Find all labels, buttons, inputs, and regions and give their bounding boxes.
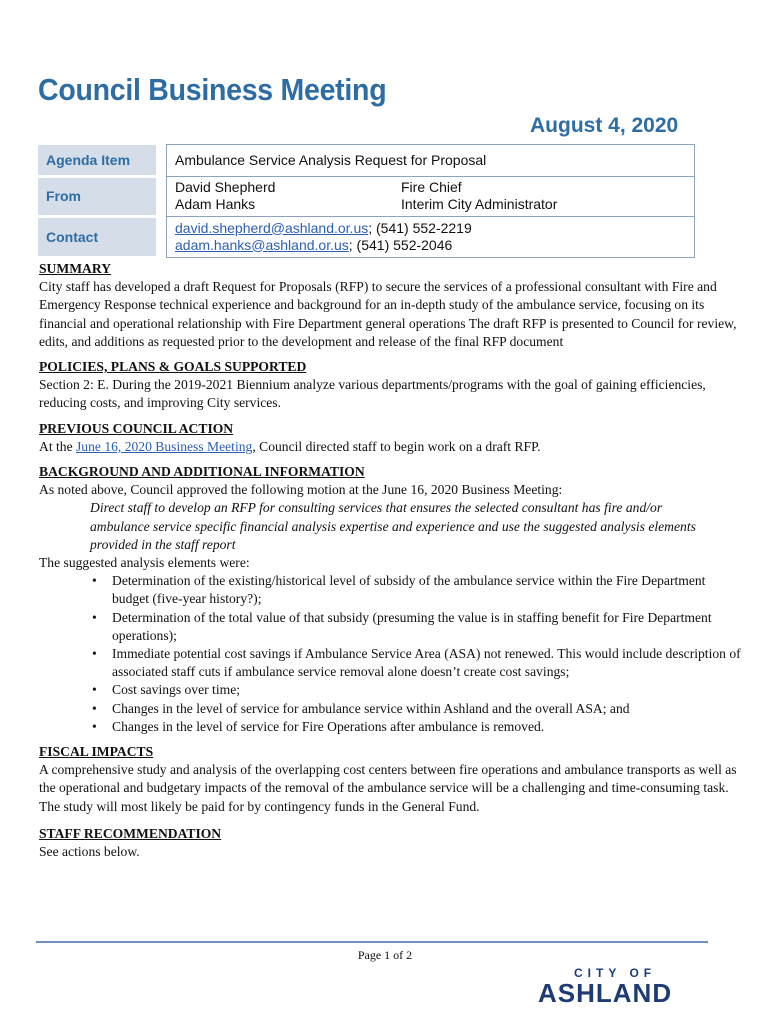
- analysis-elements-list: [39, 572, 745, 736]
- list-item: • Changes in the level of service for ambulance service within Ashland and the overall ASA; and: [112, 700, 745, 718]
- meeting-date: August 4, 2020: [530, 114, 679, 137]
- fiscal-text: A comprehensive study and analysis of the overlapping cost centers between fire operations and ambulance transports as well as the operational and budgetary impacts of the removal of the ambulance service will be a challenging and time-consuming task. The study will most likely be paid for by contingency funds in the General Fund.: [39, 762, 737, 814]
- motion-quote: Direct staff to develop an RFP for consulting services that ensures the selected consultant has fire and/or ambulance service specific financial analysis expertise and experience and use the suggested analysis elements provided in the staff report: [90, 500, 696, 552]
- phone-number: ; (541) 552-2219: [368, 219, 472, 236]
- list-item: • Changes in the level of service for Fire Operations after ambulance is removed.: [112, 718, 745, 736]
- email-link[interactable]: adam.hanks@ashland.or.us: [175, 236, 349, 253]
- background-intro: As noted above, Council approved the following motion at the June 16, 2020 Business Meeting:: [39, 482, 563, 498]
- bullet-icon: •: [92, 646, 97, 662]
- agenda-info-table: [38, 144, 695, 259]
- phone-number: ; (541) 552-2046: [348, 236, 453, 253]
- background-heading: BACKGROUND AND ADDITIONAL INFORMATION: [39, 464, 365, 480]
- elements-intro: The suggested analysis elements were:: [39, 555, 250, 571]
- bullet-icon: •: [92, 700, 97, 716]
- from-label: From: [38, 176, 156, 216]
- summary-text: City staff has developed a draft Request for Proposals (RFP) to secure the services of a professional consultant with Fire and Emergency Response technical experience and background for an in-depth study of the ambulance service, focusing on its financial and operational relationship with Fire Department general operations The draft RFP is presented to Council for review, edits, and additions as requested prior to the development and release of the final RFP document: [39, 279, 737, 349]
- list-item: • Immediate potential cost savings if Ambulance Service Area (ASA) not renewed. This would include description of associated staff cuts if ambulance service removal alone doesn’t create cost savings;: [92, 646, 741, 680]
- policies-text: Section 2: E. During the 2019-2021 Biennium analyze various departments/programs with the goal of gaining efficiencies, reducing costs, and improving City services.: [39, 377, 706, 411]
- from-value: [167, 176, 695, 216]
- meeting-link[interactable]: June 16, 2020 Business Meeting: [76, 438, 253, 454]
- city-logo: [530, 966, 710, 1010]
- staff-recommendation-heading: STAFF RECOMMENDATION: [39, 825, 222, 841]
- previous-action-text: At the June 16, 2020 Business Meeting, Council directed staff to begin work on a draft RFP.: [39, 438, 541, 454]
- contact-label: Contact: [38, 216, 156, 257]
- bullet-icon: •: [92, 609, 97, 625]
- page-number: Page 1 of 2: [357, 948, 413, 962]
- list-item: • Cost savings over time;: [112, 681, 745, 699]
- from-role: Interim City Administrator: [401, 196, 558, 212]
- from-name: Adam Hanks: [175, 196, 256, 212]
- list-item: • Determination of the total value of that subsidy (presuming the value is in staffing benefit for Fire Department operations);: [92, 609, 712, 643]
- logo-ashland: ASHLAND: [538, 978, 673, 1008]
- email-link[interactable]: david.shepherd@ashland.or.us: [175, 219, 369, 236]
- bullet-icon: •: [92, 718, 97, 734]
- policies-heading: POLICIES, PLANS & GOALS SUPPORTED: [39, 359, 307, 375]
- staff-recommendation-text: See actions below.: [39, 844, 140, 860]
- bullet-icon: •: [92, 573, 97, 589]
- list-item: • Determination of the existing/historical level of subsidy of the ambulance service within the Fire Department budget (five-year history?);: [92, 573, 706, 607]
- bullet-icon: •: [92, 682, 97, 698]
- previous-action-heading: PREVIOUS COUNCIL ACTION: [39, 420, 234, 436]
- agenda-item-label: Agenda Item: [38, 145, 156, 177]
- report-body: [39, 260, 745, 861]
- from-name: David Shepherd: [175, 179, 276, 195]
- summary-heading: SUMMARY: [39, 261, 112, 276]
- contact-value: [167, 216, 695, 257]
- footer-divider: [36, 941, 708, 943]
- logo-city-of: CITY OF: [574, 966, 657, 980]
- page-title: Council Business Meeting: [38, 72, 387, 107]
- fiscal-heading: FISCAL IMPACTS: [39, 744, 154, 760]
- from-role: Fire Chief: [401, 179, 462, 195]
- agenda-item-value: Ambulance Service Analysis Request for Proposal: [167, 145, 695, 177]
